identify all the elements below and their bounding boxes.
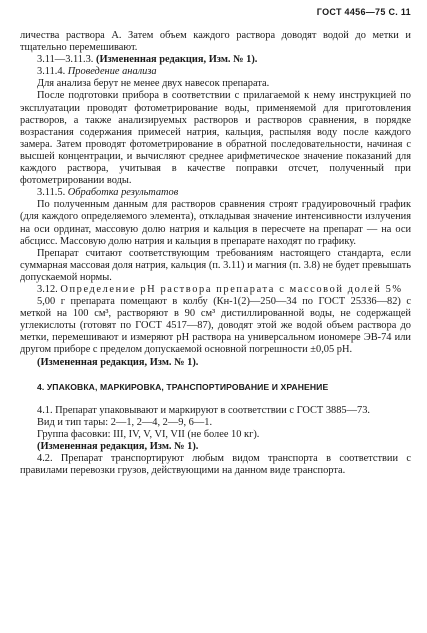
amendment-note: (Измененная редакция, Изм. № 1).: [37, 440, 199, 452]
clause-number: 3.11.5.: [37, 187, 68, 199]
paragraph: Вид и тип тары: 2—1, 2—4, 2—9, 6—1.: [37, 416, 213, 428]
paragraph: Препарат считают соответствующим требованиям настоящего стандарта, если суммарная массовая доля натрия, кальция (п. 3.11) и магния (п. 3.8) не будет превышать допускаемой нормы.: [20, 247, 411, 283]
subsection-title: Проведение анализа: [67, 66, 157, 78]
clause-number: 3.11.4.: [37, 66, 68, 78]
subsection-heading: [20, 66, 411, 78]
page-header: ГОСТ 4456—75 С. 11: [316, 7, 411, 17]
paragraph: 5,00 г препарата помещают в колбу (Кн-1(2)—250—34 по ГОСТ 25336—82) с меткой на 100 см³, растворяют в 90 см³ дистиллированной воды, не содержащей углекислоты (готовят по ГОСТ 4517—87), доводят этой же водой объем раствора до метки, перемешивают и измеряют pH раствора на универсальном иономере ЭВ-74 или другом приборе с пределом допускаемой основной погрешности ±0,05 pH.: [20, 296, 411, 356]
subsection-heading: [20, 187, 411, 199]
paragraph: По полученным данным для растворов сравнения строят градуировочный график (для каждого определяемого элемента), откладывая значение интенсивности излучения на оси ординат, массовую долю натрия и кальция в пересчете на препарат — на оси абсцисс. Массовую долю натрия и кальция в препарате находят по графику.: [20, 199, 411, 247]
amendment-note: (Измененная редакция, Изм. № 1).: [37, 356, 199, 368]
paragraph: После подготовки прибора в соответствии с прилагаемой к нему инструкцией по эксплуатации проводят фотометрирование воды, применяемой для приготовления растворов, а также анализируемых растворов и растворов сравнения, в порядке возрастания содержания примесей натрия, кальция, распыляя воду после каждого замера. Затем проводят фотометрирование в обратной последовательности, начиная с высшей концентрации, и вычисляют среднее арифметическое значение показаний для каждого раствора, учитывая в качестве поправки отсчет, полученный при фотометрировании воды.: [20, 90, 411, 187]
paragraph: Для анализа берут не менее двух навесок препарата.: [37, 78, 270, 90]
clause-number: 3.12.: [37, 283, 61, 295]
subsection-heading: [20, 284, 411, 296]
document-body: [20, 30, 411, 477]
subsection-title: Обработка результатов: [67, 187, 179, 199]
clause-number: 3.11—3.11.3.: [37, 54, 96, 66]
amendment-note: [20, 54, 411, 66]
paragraph: 4.1. Препарат упаковывают и маркируют в соответствии с ГОСТ 3885—73.: [37, 404, 370, 416]
spacer: [20, 369, 411, 381]
subsection-title: Определение pH раствора препарата с массовой долей 5%: [60, 283, 403, 295]
paragraph: 4.2. Препарат транспортируют любым видом транспорта в соответствии с правилами перевозки грузов, действующими на данном виде транспорта.: [20, 453, 411, 477]
section-heading: 4. УПАКОВКА, МАРКИРОВКА, ТРАНСПОРТИРОВАНИЕ И ХРАНЕНИЕ: [37, 381, 329, 392]
paragraph: личества раствора А. Затем объем каждого раствора доводят водой до метки и тщательно перемешивают.: [20, 30, 411, 54]
paragraph: Группа фасовки: III, IV, V, VI, VII (не более 10 кг).: [37, 428, 260, 440]
amendment-text: (Измененная редакция, Изм. № 1).: [95, 54, 258, 66]
spacer: [20, 393, 411, 405]
